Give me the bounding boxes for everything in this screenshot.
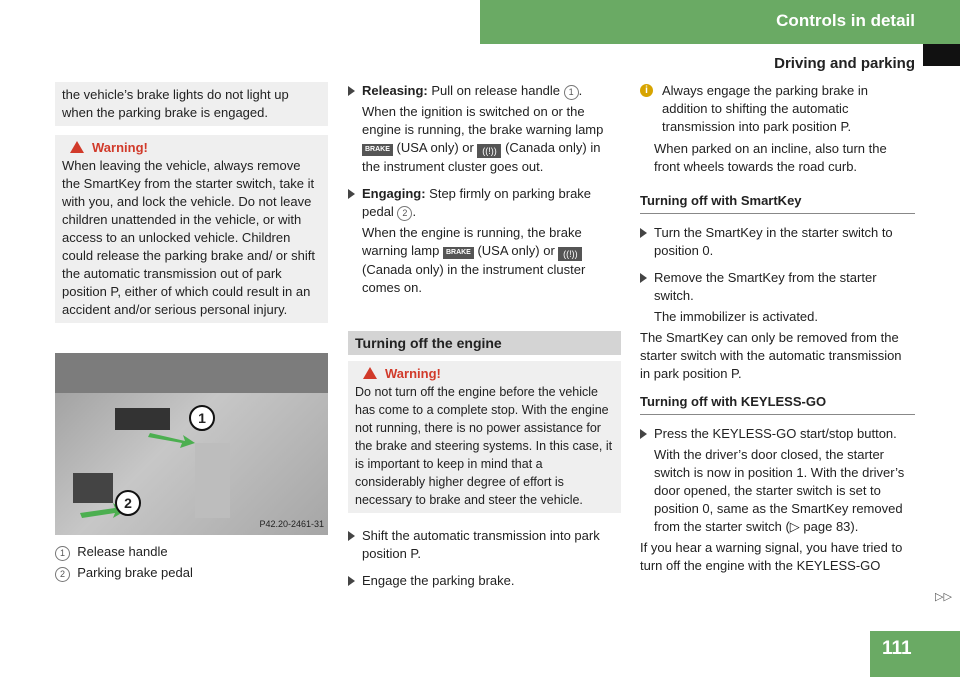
shift-park-step: Shift the automatic transmission into park position P. [348,527,621,563]
warning-icon [363,367,377,379]
dashboard-shape [55,353,328,393]
engaging-detail: When the engine is running, the brake warning lamp BRAKE (USA only) or ((!)) (Canada only) in the instrument cluster comes on. [362,225,586,295]
page-number: 111 [882,638,912,659]
callout-1: 1 [189,405,215,431]
legend-num-1: 1 [55,546,70,561]
engaging-step: Engaging: Step firmly on parking brake pedal 2 . [348,185,621,221]
keyless-step-1: Press the KEYLESS-GO start/stop button. [640,425,915,443]
legend-label-1: Release handle [77,544,168,559]
section-title: Controls in detail [776,11,915,30]
warning-title: Warning! [385,366,441,381]
info-note-2: When parked on an incline, also turn the front wheels towards the road curb. [654,141,887,174]
right-column [640,82,915,575]
note-text: the vehicle’s brake lights do not light up when the parking brake is engaged. [62,87,289,120]
subsection-title: Driving and parking [774,55,915,72]
continue-icon: ▷▷ [935,591,952,603]
engage-brake-step: Engage the parking brake. [348,572,621,590]
smartkey-paragraph: The SmartKey can only be removed from the starter switch with the automatic transmission in park position P. [640,330,902,381]
legend-num-2: 2 [55,567,70,582]
release-handle-shape [115,408,170,430]
brake-lamp-icon: BRAKE [362,144,393,156]
brake-lamp-icon: BRAKE [443,247,474,259]
middle-column [348,82,621,590]
floor-pedal-shape [195,443,230,518]
canada-lamp-icon: ((!)) [477,144,501,158]
arrow-1-shape [148,433,195,448]
legend [55,543,328,582]
thumb-tab [923,44,960,66]
keyless-detail: With the driver’s door closed, the starter switch is now in position 1. With the driver’s door opened, the starter switch is set to position 0, same as the SmartKey removed from the starter switch (▷ page 83). [654,447,905,534]
legend-item [55,564,328,582]
info-icon: i [640,84,653,97]
smartkey-step-2: Remove the SmartKey from the starter switch. [640,269,915,305]
smartkey-step-1: Turn the SmartKey in the starter switch to position 0. [640,224,915,260]
callout-2: 2 [115,490,141,516]
smartkey-detail: The immobilizer is activated. [654,309,818,324]
engine-warning-box [348,361,621,513]
canada-lamp-icon: ((!)) [558,247,582,261]
pedal-shape [73,473,113,503]
note-box [55,82,328,126]
legend-label-2: Parking brake pedal [77,565,193,580]
left-column [55,82,328,323]
image-code: P42.20-2461-31 [259,519,324,529]
smartkey-section-title: Turning off with SmartKey [640,192,915,214]
keyless-paragraph: If you hear a warning signal, you have tried to turn off the engine with the KEYLESS-GO [640,540,903,573]
legend-item [55,543,328,561]
warning-text: When leaving the vehicle, always remove the SmartKey from the starter switch, take it with you, and lock the vehicle. Do not leave children unattended in the vehicle, or with access to an unlocked vehicle. Children could release the parking brake and/ or shift the automatic transmission out of park position P, either of which could result in an accident and/or serious personal injury. [62,158,315,317]
releasing-step: Releasing: Pull on release handle 1 . [348,82,621,100]
warning-icon [70,141,84,153]
info-note: i Always engage the parking brake in addition to shifting the automatic transmission into park position P. [640,82,915,136]
engine-warning-text: Do not turn off the engine before the vehicle has come to a complete stop. With the engine not running, there is no power assistance for the brake and steering systems. In this case, it is important to keep in mind that a considerably higher degree of effort is necessary to brake and steer the vehicle. [355,385,613,507]
releasing-detail: When the ignition is switched on or the engine is running, the brake warning lamp BRAKE (USA only) or ((!)) (Canada only) in the instrument cluster goes out. [362,104,604,174]
warning-title: Warning! [92,140,148,155]
keyless-section-title: Turning off with KEYLESS-GO [640,393,915,415]
engine-section-title: Turning off the engine [348,331,621,355]
warning-box [55,135,328,323]
parking-brake-photo [55,353,328,535]
